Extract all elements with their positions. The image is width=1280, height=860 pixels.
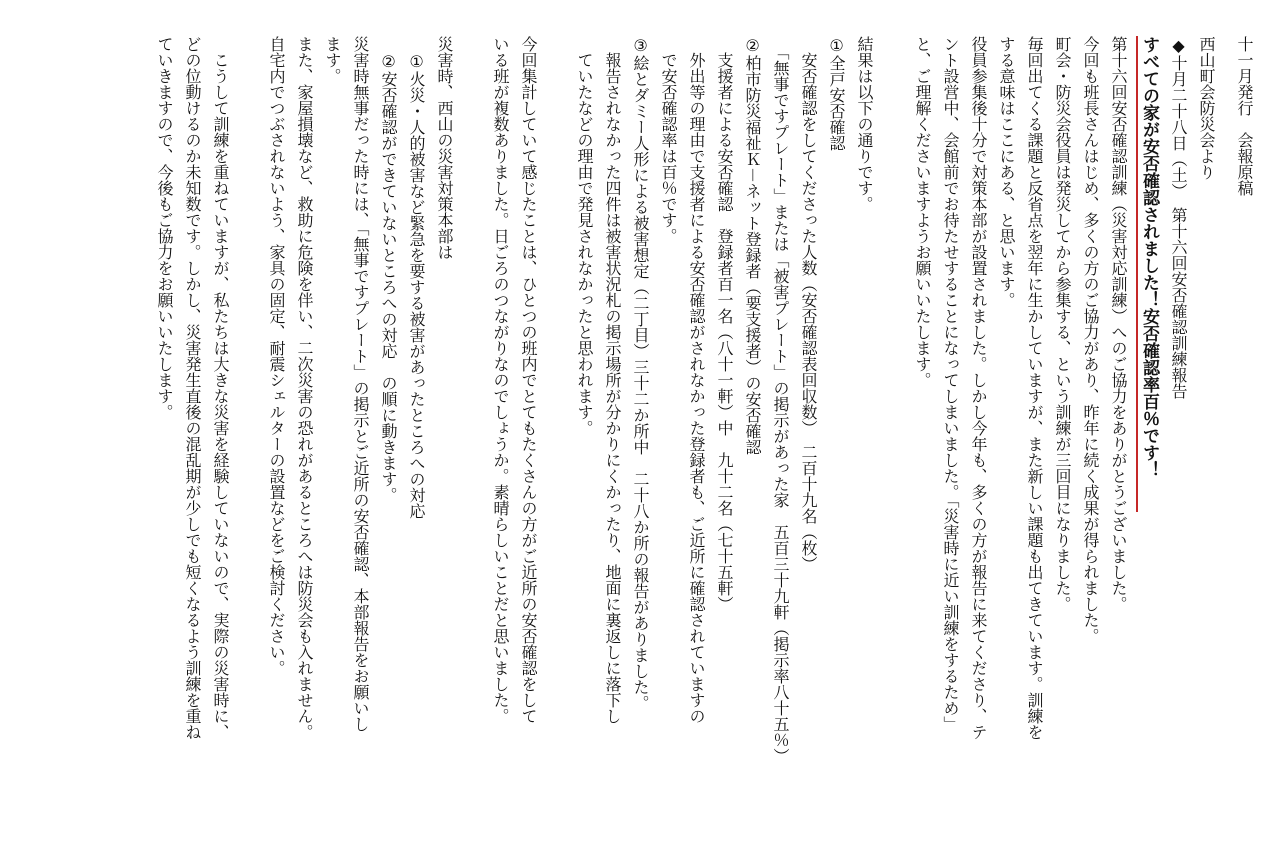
document-line: 今回も班長さんはじめ、多くの方のご協力があり、昨年に続く成果が得られました。 bbox=[1081, 36, 1100, 644]
document-line: 安否確認をしてくださった人数（安否確認表回収数） 二百十九名（枚） bbox=[799, 36, 818, 572]
headline-underline bbox=[1136, 36, 1138, 512]
headline: すべての家が安否確認されました！安否確認率百％です！ bbox=[1139, 36, 1159, 478]
document-line: ていきますので、今後もご協力をお願いいたします。 bbox=[155, 36, 174, 420]
document-line: 災害時無事だった時には、「無事ですプレート」の掲示とご近所の安否確認、本部報告をお願いし bbox=[351, 36, 370, 732]
document-line: ②柏市防災福祉Ｋ－ネット登録者（要支援者）の安否確認 bbox=[743, 36, 762, 456]
document-line: こうして訓練を重ねていますが、私たちは大きな災害を経験していないので、実際の災害時に、 bbox=[211, 36, 230, 740]
document-line: 役員参集後十分で対策本部が設置されました。しかし今年も、多くの方が報告に来てくださり、テ bbox=[969, 36, 988, 740]
document-line: 毎回出てくる課題と反省点を翌年に生かしていますが、また新しい課題も出てきています。訓練を bbox=[1025, 36, 1044, 740]
document-line: 十一月発行 会報原稿 bbox=[1235, 36, 1254, 196]
document-line: で安否確認率は百％です。 bbox=[659, 36, 678, 244]
document-line: 自宅内でつぶされないよう、家具の固定、耐震シェルターの設置などをご検討ください。 bbox=[267, 36, 286, 676]
document-line: 災害時、西山の災害対策本部は bbox=[435, 36, 454, 260]
document-line: ◆十月二十八日（土） 第十六回安否確認訓練報告 bbox=[1169, 36, 1188, 399]
document-line: いる班が複数ありました。日ごろのつながりなのでしょうか。素晴らしいことだと思いました。 bbox=[491, 36, 510, 724]
document-line: 「無事ですプレート」または「被害プレート」の掲示があった家 五百三十九軒（掲示率八十五％） bbox=[771, 36, 790, 764]
document-line: 第十六回安否確認訓練（災害対応訓練）へのご協力をありがとうございました。 bbox=[1109, 36, 1128, 612]
document-line: また、家屋損壊など、救助に危険を伴い、二次災害の恐れがあるところへは防災会も入れません。 bbox=[295, 36, 314, 740]
document-line: ①全戸安否確認 bbox=[827, 36, 846, 151]
document-line: 今回集計していて感じたことは、ひとつの班内でとてもたくさんの方がご近所の安否確認をして bbox=[519, 36, 538, 724]
document-line: ていたなどの理由で発見されなかったと思われます。 bbox=[575, 36, 594, 436]
document-line: ント設営中、会館前でお待たせすることになってしまいました。「災害時に近い訓練をするため」 bbox=[941, 36, 960, 732]
document-line: ます。 bbox=[323, 36, 342, 84]
document-line: どの位動けるのか未知数です。しかし、災害発生直後の混乱期が少しでも短くなるよう訓練を重ね bbox=[183, 36, 202, 740]
document-line: 報告されなかった四件は被害状況札の掲示場所が分かりにくかったり、地面に裏返しに落下し bbox=[603, 36, 622, 724]
document-line: ③絵とダミー人形による被害想定（二丁目）三十二か所中 二十八か所の報告がありました。 bbox=[631, 36, 650, 711]
document-line: ①火災・人的被害など緊急を要する被害があったところへの対応 bbox=[407, 36, 426, 519]
document-line: 西山町会防災会より bbox=[1197, 36, 1216, 180]
document-line: 支援者による安否確認 登録者百一名（八十一軒）中 九十二名（七十五軒） bbox=[715, 36, 734, 612]
document-line: する意味はここにある、と思います。 bbox=[997, 36, 1016, 308]
document-line: 外出等の理由で支援者による安否確認がされなかった登録者も、ご近所に確認されていますの bbox=[687, 36, 706, 724]
document-line: と、ご理解くださいますようお願いいたします。 bbox=[913, 36, 932, 388]
document-line: ②安否確認ができていないところへの対応 の順に動きます。 bbox=[379, 36, 398, 503]
document-line: 結果は以下の通りです。 bbox=[855, 36, 874, 212]
document-line: 町会・防災会役員は発災してから参集する、という訓練が三回目になりました。 bbox=[1053, 36, 1072, 612]
